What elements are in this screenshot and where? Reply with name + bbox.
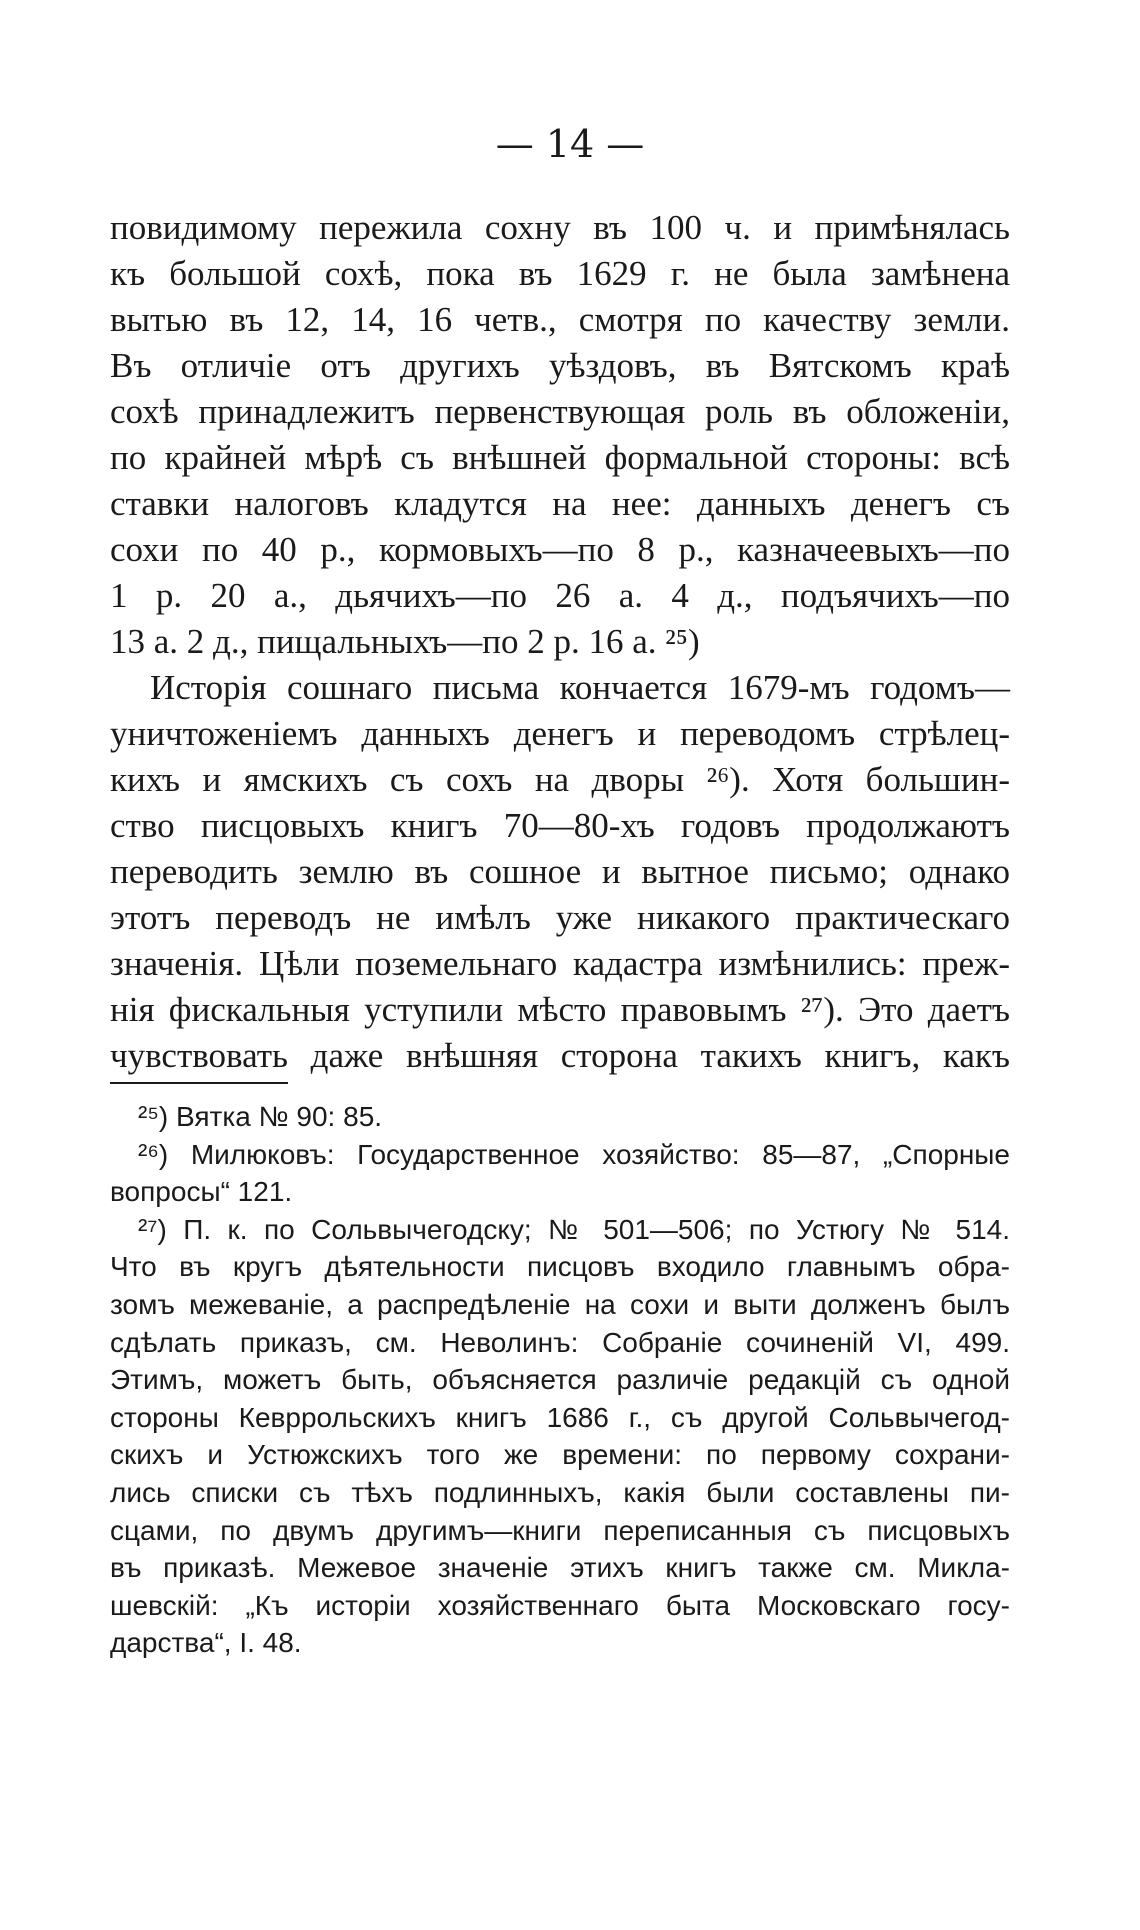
- footnote-line: сдѣлать приказъ, см. Неволинъ: Собраніе сочиненій VI, 499.: [110, 1326, 1010, 1358]
- text-line: къ большой сохѣ, пока въ 1629 г. не была замѣнена: [110, 254, 1010, 293]
- footnote-line: Этимъ, можетъ быть, объясняется различіе редакцій съ одной: [110, 1364, 1010, 1396]
- text-line: значенія. Цѣли поземельнаго кадастра измѣнились: преж-: [110, 944, 1010, 983]
- text-line: переводить землю въ сошное и вытное письмо; однако: [110, 852, 1010, 891]
- footnote-divider: [110, 1082, 288, 1084]
- text-line: по крайней мѣрѣ съ внѣшней формальной стороны: всѣ: [110, 438, 1010, 477]
- footnotes: [110, 1098, 1010, 1662]
- text-line: 13 а. 2 д., пищальныхъ—по 2 р. 16 а. ²⁵): [110, 622, 700, 661]
- footnote-line: ²⁷) П. к. по Сольвычегодску; № 501—506; по Устюгу № 514.: [138, 1213, 1010, 1245]
- text-line: Исторія сошнаго письма кончается 1679-мъ годомъ—: [150, 668, 1010, 707]
- main-text: [110, 205, 1010, 1079]
- text-line: сохѣ принадлежитъ первенствующая роль въ обложеніи,: [110, 392, 1010, 431]
- footnote-line: Что въ кругъ дѣятельности писцовъ входило главнымъ обра-: [110, 1251, 1010, 1283]
- text-line: Въ отличіе отъ другихъ уѣздовъ, въ Вятскомъ краѣ: [110, 346, 1010, 385]
- footnote-line: шевскій: „Къ исторіи хозяйственнаго быта Московскаго госу-: [110, 1589, 1010, 1621]
- text-line: ство писцовыхъ книгъ 70—80-хъ годовъ продолжаютъ: [110, 806, 1010, 845]
- text-line: повидимому пережила сохну въ 100 ч. и примѣнялась: [110, 208, 1010, 247]
- text-line: вытью въ 12, 14, 16 четв., смотря по качеству земли.: [110, 300, 1010, 339]
- text-line: сохи по 40 р., кормовыхъ—по 8 р., казначеевыхъ—по: [110, 530, 1010, 569]
- footnote-line: ²⁵) Вятка № 90: 85.: [138, 1101, 383, 1132]
- footnote-line: ²⁶) Милюковъ: Государственное хозяйство: 85—87, „Спорные: [138, 1138, 1010, 1170]
- footnote-line: сцами, по двумъ другимъ—книги переписанныя съ писцовыхъ: [110, 1514, 1010, 1546]
- footnote-line: дарства“, I. 48.: [110, 1627, 302, 1659]
- footnote-line: скихъ и Устюжскихъ того же времени: по первому сохрани-: [110, 1439, 1010, 1471]
- text-line: кихъ и ямскихъ съ сохъ на дворы ²⁶). Хотя большин-: [110, 760, 1010, 799]
- text-line: уничтоженіемъ данныхъ денегъ и переводомъ стрѣлец-: [110, 714, 1010, 753]
- page-number: — 14 —: [495, 122, 645, 166]
- text-line: чувствовать даже внѣшняя сторона такихъ книгъ, какъ: [110, 1036, 1010, 1075]
- text-line: этотъ переводъ не имѣлъ уже никакого практическаго: [110, 898, 1010, 937]
- footnote-line: зомъ межеваніе, а распредѣленіе на сохи и выти долженъ былъ: [110, 1288, 1010, 1320]
- text-line: нія фискальныя уступили мѣсто правовымъ ²⁷). Это даетъ: [110, 990, 1010, 1029]
- footnote-line: вопросы“ 121.: [110, 1176, 293, 1208]
- footnote-line: въ приказѣ. Межевое значеніе этихъ книгъ также см. Микла-: [110, 1552, 1010, 1584]
- text-line: 1 р. 20 а., дьячихъ—по 26 а. 4 д., подъячихъ—по: [110, 576, 1010, 615]
- text-line: ставки налоговъ кладутся на нее: данныхъ денегъ съ: [110, 484, 1010, 523]
- footnote-line: лись списки съ тѣхъ подлинныхъ, какія были составлены пи-: [110, 1476, 1010, 1508]
- footnote-line: стороны Кевррольскихъ книгъ 1686 г., съ другой Сольвычегод-: [110, 1401, 1010, 1433]
